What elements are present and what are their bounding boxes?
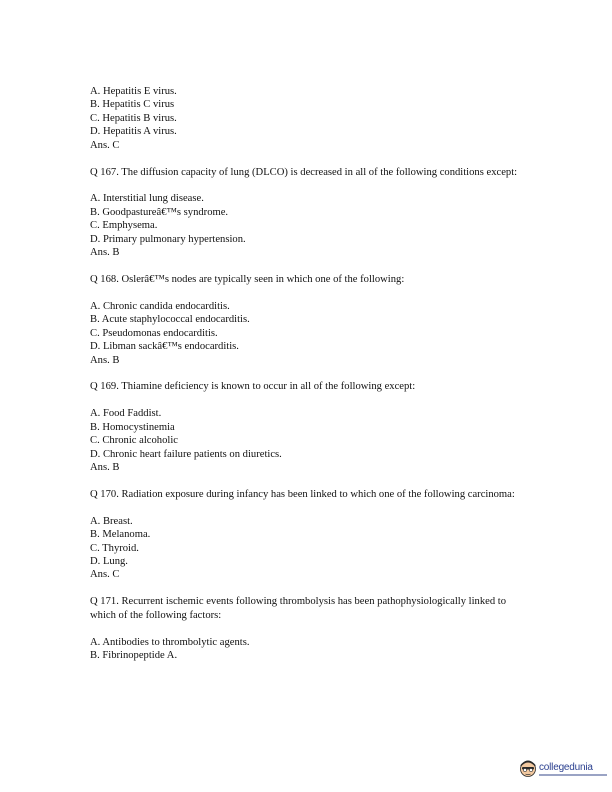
- question-block: [90, 85, 530, 152]
- question-block: [90, 595, 530, 662]
- question-block: [90, 488, 530, 582]
- option: D. Chronic heart failure patients on diuretics.: [90, 448, 282, 460]
- document-page: [90, 85, 530, 676]
- option: A. Hepatitis E virus.: [90, 86, 177, 97]
- question-text: Q 169. Thiamine deficiency is known to occur in all of the following except:: [90, 381, 416, 393]
- option: D. Lung.: [90, 555, 128, 567]
- option: C. Hepatitis B virus.: [90, 112, 177, 124]
- answer: Ans. B: [90, 461, 120, 473]
- option: B. Hepatitis C virus: [90, 99, 175, 111]
- question-block: [90, 380, 530, 474]
- option: A. Interstitial lung disease.: [90, 193, 204, 205]
- brand-name: collegedunia: [539, 762, 593, 773]
- question-text: Q 171. Recurrent ischemic events following thrombolysis has been pathophysiologically linked to which of the following factors:: [90, 596, 507, 621]
- option: A. Chronic candida endocarditis.: [90, 300, 230, 312]
- option: A. Breast.: [90, 515, 133, 527]
- option: C. Chronic alcoholic: [90, 435, 178, 447]
- option: C. Emphysema.: [90, 220, 158, 232]
- option: A. Food Faddist.: [90, 408, 162, 420]
- question-block: [90, 166, 530, 260]
- option: B. Melanoma.: [90, 529, 151, 541]
- answer: Ans. B: [90, 354, 120, 366]
- brand-tagline-bar: [539, 774, 607, 776]
- mascot-icon: [519, 757, 537, 779]
- option: D. Libman sackâ€™s endocarditis.: [90, 341, 239, 353]
- question-text: Q 168. Oslerâ€™s nodes are typically seen in which one of the following:: [90, 273, 405, 285]
- question-text: Q 167. The diffusion capacity of lung (DLCO) is decreased in all of the following conditions except:: [90, 166, 518, 178]
- option: D. Hepatitis A virus.: [90, 126, 177, 138]
- option: D. Primary pulmonary hypertension.: [90, 233, 246, 245]
- brand-logo: [519, 757, 609, 787]
- answer: Ans. C: [90, 139, 120, 151]
- option: B. Goodpastureâ€™s syndrome.: [90, 206, 229, 218]
- option: B. Acute staphylococcal endocarditis.: [90, 314, 250, 326]
- answer: Ans. C: [90, 569, 120, 581]
- option: C. Thyroid.: [90, 542, 139, 554]
- question-block: [90, 273, 530, 367]
- option: B. Homocystinemia: [90, 421, 175, 433]
- question-text: Q 170. Radiation exposure during infancy has been linked to which one of the following carcinoma:: [90, 488, 515, 500]
- option: C. Pseudomonas endocarditis.: [90, 327, 218, 339]
- answer: Ans. B: [90, 247, 120, 259]
- option: B. Fibrinopeptide A.: [90, 650, 178, 661]
- option: A. Antibodies to thrombolytic agents.: [90, 636, 250, 648]
